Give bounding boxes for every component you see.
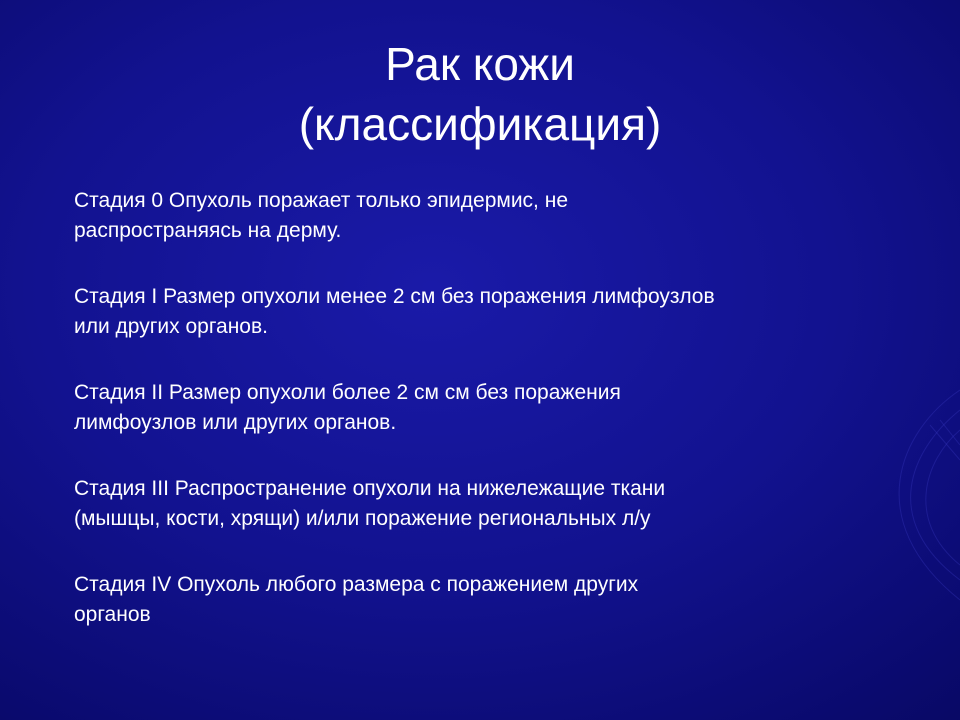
- stage-4-line-2: органов: [74, 603, 151, 626]
- stage-0-line-2: распространяясь на дерму.: [74, 219, 342, 242]
- stage-2: [74, 378, 914, 438]
- stage-2-line-1: Стадия II Размер опухоли более 2 см см без поражения: [74, 381, 621, 404]
- stage-3: [74, 474, 914, 534]
- stage-1-line-1: Стадия I Размер опухоли менее 2 см без поражения лимфоузлов: [74, 285, 715, 308]
- stage-0-line-1: Стадия 0 Опухоль поражает только эпидермис, не: [74, 189, 568, 212]
- stage-1-line-2: или других органов.: [74, 315, 268, 338]
- stage-4-line-1: Стадия IV Опухоль любого размера с поражением других: [74, 573, 639, 596]
- title-line-1: Рак кожи: [385, 38, 575, 90]
- stage-2-line-2: лимфоузлов или других органов.: [74, 411, 397, 434]
- stage-3-line-2: (мышцы, кости, хрящи) и/или поражение региональных л/у: [74, 507, 651, 530]
- stage-list: [74, 186, 914, 666]
- slide-title: [0, 34, 960, 154]
- stage-4: [74, 570, 914, 630]
- stage-1: [74, 282, 914, 342]
- stage-0: [74, 186, 914, 246]
- stage-3-line-1: Стадия III Распространение опухоли на нижележащие ткани: [74, 477, 666, 500]
- title-line-2: (классификация): [298, 98, 662, 150]
